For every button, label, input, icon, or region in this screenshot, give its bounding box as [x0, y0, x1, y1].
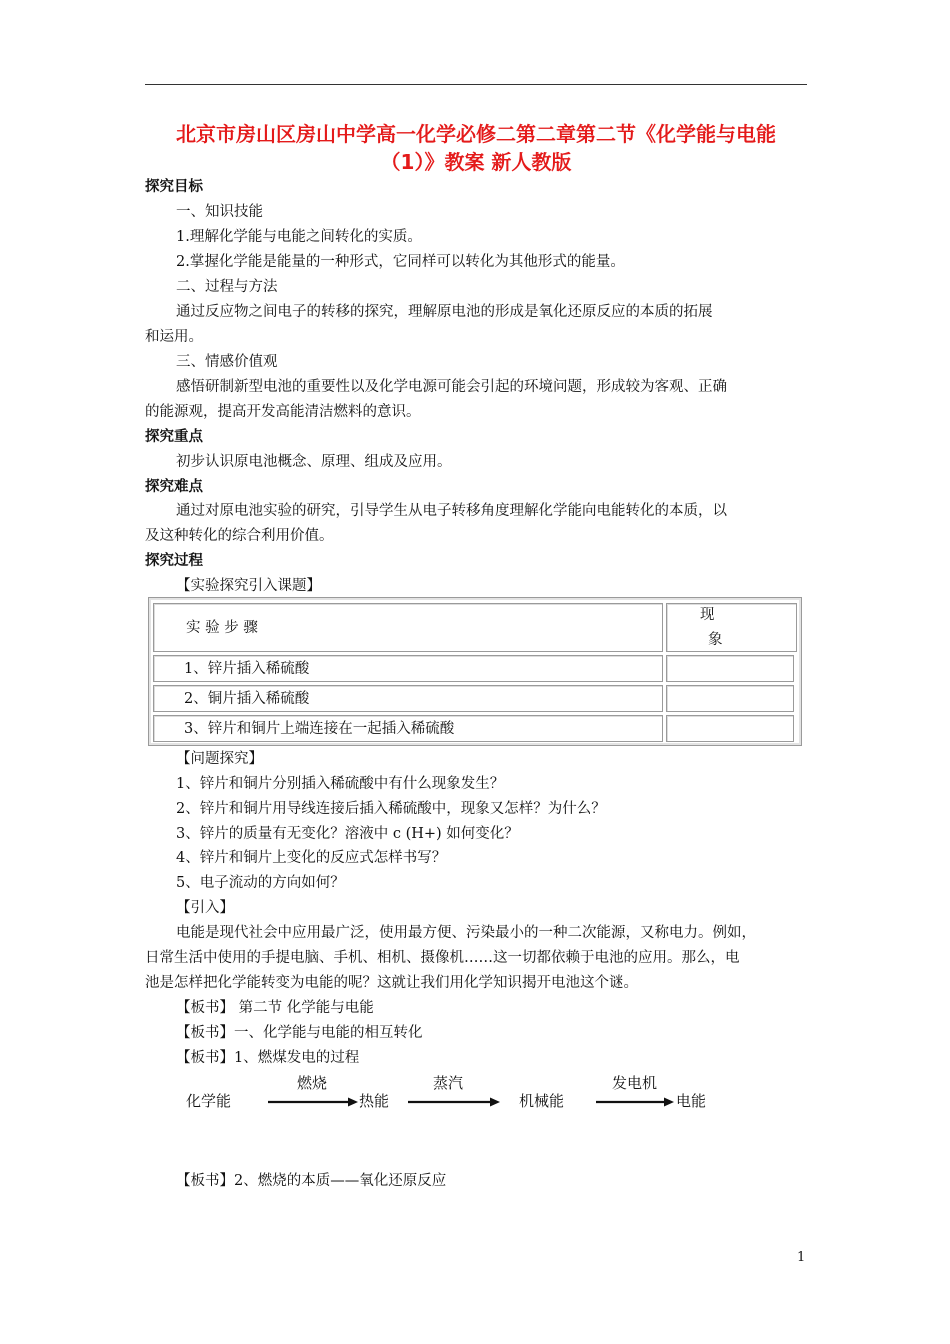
- goals-sub3: 三、情感价值观: [176, 354, 278, 370]
- intro-line3: 池是怎样把化学能转变为电能的呢？这就让我们用化学知识揭开电池这个谜。: [145, 975, 638, 991]
- flow-node-chemical-energy: 化学能: [186, 1092, 232, 1110]
- flow-arrows: [186, 1072, 726, 1116]
- table-header-phenomenon-2: 象: [708, 632, 723, 648]
- board-note-1: 【板书】 第二节 化学能与电能: [176, 1000, 374, 1016]
- flow-node-electric-energy: 电能: [676, 1092, 707, 1110]
- goals-sub2: 二、过程与方法: [176, 279, 278, 295]
- goals-method-line1: 通过反应物之间电子的转移的探究，理解原电池的形成是氧化还原反应的本质的拓展: [176, 304, 713, 320]
- flow-node-thermal-energy: 热能: [359, 1092, 390, 1110]
- flow-arrow-icon: [408, 1098, 500, 1107]
- experiment-intro-tag: 【实验探究引入课题】: [176, 578, 321, 594]
- flow-label-steam: 蒸汽: [433, 1074, 464, 1092]
- board-note-2: 【板书】一、化学能与电能的相互转化: [176, 1025, 423, 1041]
- board-note-4: 【板书】2、燃烧的本质——氧化还原反应: [176, 1173, 447, 1189]
- flow-arrow-icon: [268, 1098, 358, 1107]
- process-heading: 探究过程: [145, 553, 203, 569]
- goals-method-line2: 和运用。: [145, 329, 203, 345]
- goals-value-line1: 感悟研制新型电池的重要性以及化学电源可能会引起的环境问题，形成较为客观、正确: [176, 379, 727, 395]
- flow-node-mechanical-energy: 机械能: [519, 1092, 565, 1110]
- difficulty-line2: 及这种转化的综合利用价值。: [145, 528, 334, 544]
- flow-label-generator: 发电机: [612, 1074, 658, 1092]
- table-row-step: 1、锌片插入稀硫酸: [184, 661, 310, 677]
- goals-item2: 2.掌握化学能是能量的一种形式，它同样可以转化为其他形式的能量。: [176, 254, 625, 270]
- question-item: 2、锌片和铜片用导线连接后插入稀硫酸中，现象又怎样？为什么？: [176, 801, 606, 817]
- flow-arrow-icon: [596, 1098, 674, 1107]
- question-item: 3、锌片的质量有无变化？溶液中 c (H+) 如何变化？: [176, 826, 519, 842]
- table-header-phenomenon-1: 现: [700, 607, 715, 623]
- questions-tag: 【问题探究】: [176, 751, 263, 767]
- question-item: 1、锌片和铜片分别插入稀硫酸中有什么现象发生？: [176, 776, 505, 792]
- table-header-steps: 实 验 步 骤: [186, 620, 258, 636]
- flow-label-combustion: 燃烧: [297, 1074, 328, 1092]
- goals-item1: 1.理解化学能与电能之间转化的实质。: [176, 229, 422, 245]
- goals-heading: 探究目标: [145, 179, 203, 195]
- difficulty-heading: 探究难点: [145, 479, 203, 495]
- intro-tag: 【引入】: [176, 900, 234, 916]
- intro-line2: 日常生活中使用的手提电脑、手机、相机、摄像机……这一切都依赖于电池的应用。那么，电: [145, 950, 740, 966]
- key-heading: 探究重点: [145, 429, 203, 445]
- goals-value-line2: 的能源观，提高开发高能清洁燃料的意识。: [145, 404, 421, 420]
- page-number: 1: [797, 1250, 806, 1265]
- power-generation-flow-diagram: [186, 1072, 726, 1116]
- question-item: 5、电子流动的方向如何？: [176, 875, 345, 891]
- document-title-line-1: 北京市房山区房山中学高一化学必修二第二章第二节《化学能与电能: [176, 122, 776, 146]
- document-title-line-2: （1）》教案 新人教版: [380, 150, 572, 174]
- table-row-phenomenon-cell: [666, 715, 794, 742]
- header-rule: [145, 84, 807, 85]
- key-text: 初步认识原电池概念、原理、组成及应用。: [176, 454, 452, 470]
- goals-sub1: 一、知识技能: [176, 204, 263, 220]
- table-row-phenomenon-cell: [666, 655, 794, 682]
- table-row-step: 2、铜片插入稀硫酸: [184, 691, 310, 707]
- table-row-phenomenon-cell: [666, 685, 794, 712]
- question-item: 4、锌片和铜片上变化的反应式怎样书写？: [176, 850, 447, 866]
- board-note-3: 【板书】1、燃煤发电的过程: [176, 1050, 360, 1066]
- table-row-step: 3、锌片和铜片上端连接在一起插入稀硫酸: [184, 721, 455, 737]
- intro-line1: 电能是现代社会中应用最广泛，使用最方便、污染最小的一种二次能源，又称电力。例如，: [176, 925, 756, 941]
- difficulty-line1: 通过对原电池实验的研究，引导学生从电子转移角度理解化学能向电能转化的本质，以: [176, 503, 727, 519]
- table-header-phenomenon-cell: [666, 603, 797, 652]
